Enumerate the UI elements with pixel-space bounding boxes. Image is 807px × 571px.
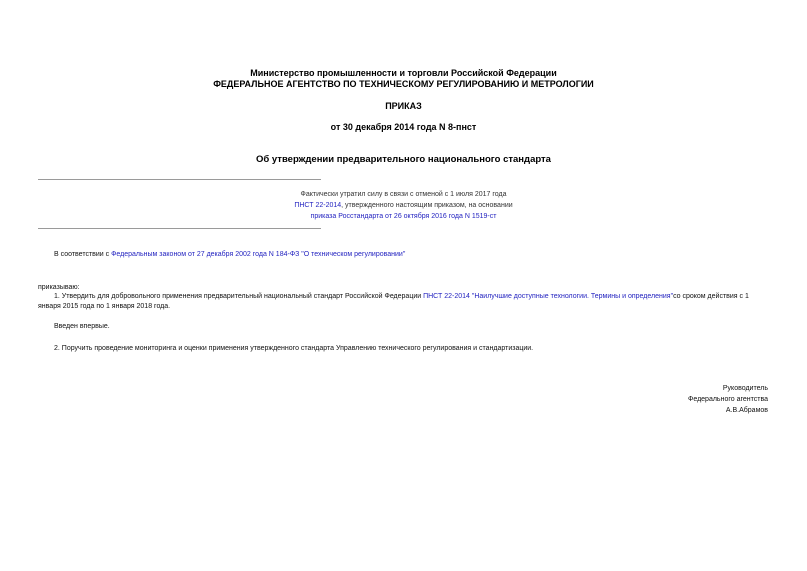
document-date: от 30 декабря 2014 года N 8-пнст (330, 122, 477, 132)
item-1-paragraph (38, 292, 773, 312)
status-note-line-2 (0, 201, 807, 211)
note-divider-top (38, 179, 321, 180)
document-type: ПРИКАЗ (385, 101, 422, 111)
item-1-prefix: 1. Утвердить для добровольного применения предварительный национальный стандарт Российской Федерации (54, 293, 424, 300)
introduced-note: Введен впервые. (54, 323, 110, 330)
signature-title: Руководитель (722, 385, 768, 392)
document-subject: Об утверждении предварительного национального стандарта (256, 154, 551, 165)
legal-basis-prefix: В соответствии с (54, 251, 112, 258)
legal-basis-paragraph (54, 250, 405, 260)
standard-link[interactable]: ПНСТ 22-2014 "Наилучшие доступные технологии. Термины и определения" (423, 293, 674, 300)
agency-name: ФЕДЕРАЛЬНОЕ АГЕНТСТВО ПО ТЕХНИЧЕСКОМУ РЕГУЛИРОВАНИЮ И МЕТРОЛОГИИ (213, 79, 594, 89)
ministry-name: Министерство промышленности и торговли Российской Федерации (250, 68, 557, 78)
orders-label: приказываю: (38, 284, 80, 291)
note-divider-bottom (38, 228, 321, 229)
signature-agency: Федерального агентства (688, 396, 768, 403)
item-2-paragraph: 2. Поручить проведение мониторинга и оценки применения утвержденного стандарта Управлению технического регулирования и стандартизации. (54, 345, 534, 352)
signature-name: А.В.Абрамов (725, 407, 768, 414)
pnst-link[interactable]: ПНСТ 22-2014 (294, 202, 342, 209)
status-note-text: , утвержденного настоящим приказом, на основании (341, 202, 513, 209)
status-note-line-3 (0, 212, 807, 222)
status-note-line-1: Фактически утратил силу в связи с отменой с 1 июля 2017 года (300, 191, 507, 198)
rosstandart-order-link[interactable]: приказа Росстандарта от 26 октября 2016 года N 1519-ст (310, 213, 497, 220)
federal-law-link[interactable]: Федеральным законом от 27 декабря 2002 года N 184-ФЗ "О техническом регулировании" (111, 251, 406, 258)
item-1-suffix: со сроком действия с 1 января 2015 года по 1 января 2018 года. (38, 293, 749, 310)
